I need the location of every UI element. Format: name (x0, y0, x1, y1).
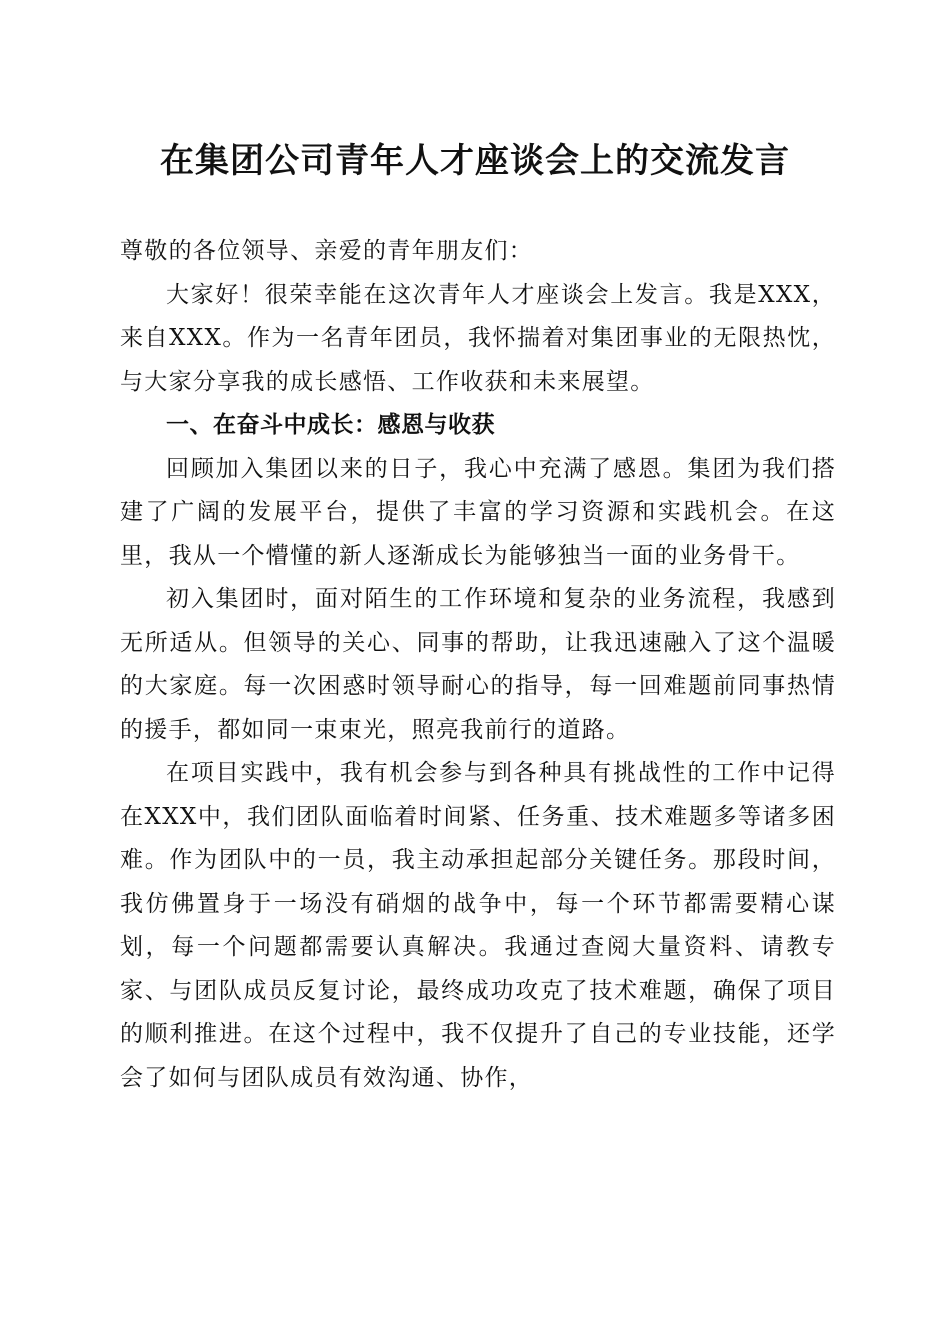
body-paragraph-2: 初入集团时，面对陌生的工作环境和复杂的业务流程，我感到无所适从。但领导的关心、同事的帮助，让我迅速融入了这个温暖的大家庭。每一次困惑时领导耐心的指导，每一回难题前同事热情的援手，都如同一束束光，照亮我前行的道路。 (120, 586, 836, 743)
document-title: 在集团公司青年人才座谈会上的交流发言 (160, 141, 790, 181)
intro-paragraph: 大家好！很荣幸能在这次青年人才座谈会上发言。我是XXX，来自XXX。作为一名青年团员，我怀揣着对集团事业的无限热忱，与大家分享我的成长感悟、工作收获和未来展望。 (120, 281, 836, 395)
document-body (120, 230, 836, 1100)
salutation: 尊敬的各位领导、亲爱的青年朋友们： (120, 238, 534, 264)
section-heading: 一、在奋斗中成长：感恩与收获 (166, 412, 495, 438)
body-paragraph-3: 在项目实践中，我有机会参与到各种具有挑战性的工作中记得在XXX中，我们团队面临着时间紧、任务重、技术难题多等诸多困难。作为团队中的一员，我主动承担起部分关键任务。那段时间，我仿佛置身于一场没有硝烟的战争中，每一个环节都需要精心谋划，每一个问题都需要认真解决。我通过查阅大量资料、请教专家、与团队成员反复讨论，最终成功攻克了技术难题，确保了项目的顺利推进。在这个过程中，我不仅提升了自己的专业技能，还学会了如何与团队成员有效沟通、协作， (120, 760, 836, 1091)
body-paragraph-1: 回顾加入集团以来的日子，我心中充满了感恩。集团为我们搭建了广阔的发展平台，提供了丰富的学习资源和实践机会。在这里，我从一个懵懂的新人逐渐成长为能够独当一面的业务骨干。 (120, 455, 836, 569)
